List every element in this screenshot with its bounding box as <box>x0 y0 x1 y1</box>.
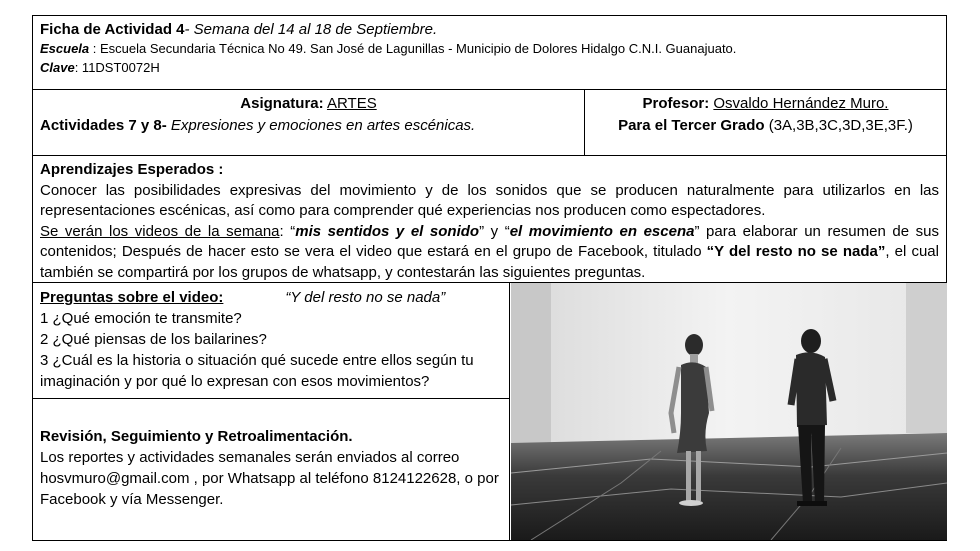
clave-line: Clave: 11DST0072H <box>40 60 160 75</box>
dancers-photo-image <box>511 283 947 540</box>
pregunta-item: 2 ¿Qué piensas de los bailarines? <box>40 331 267 348</box>
actividades-line: Actividades 7 y 8- Expresiones y emociones en artes escénicas. <box>40 117 476 134</box>
grado-line: Para el Tercer Grado (3A,3B,3C,3D,3E,3F.) <box>618 117 913 134</box>
profesor-line: Profesor: Osvaldo Hernández Muro. <box>642 95 889 112</box>
sheet-title: Ficha de Actividad 4- Semana del 14 al 18 de Septiembre. <box>40 21 438 38</box>
dancers-photo <box>511 283 947 540</box>
preguntas-heading-line: Preguntas sobre el video: “Y del resto no se nada” <box>40 289 446 306</box>
subject-section <box>33 90 946 156</box>
pregunta-item: 1 ¿Qué emoción te transmite? <box>40 310 242 327</box>
bottom-section <box>33 283 946 540</box>
preguntas-cell <box>33 283 510 399</box>
pregunta-item: 3 ¿Cuál es la historia o situación qué sucede entre ellos según tu imaginación y por qué lo expresan con esos movimientos? <box>40 352 474 390</box>
subject-cell <box>33 90 585 155</box>
asignatura-line: Asignatura: ARTES <box>240 95 377 112</box>
header-section <box>33 16 946 90</box>
aprendizajes-heading: Aprendizajes Esperados : <box>40 161 224 178</box>
aprendizajes-section <box>33 156 946 283</box>
revision-text: Los reportes y actividades semanales serán enviados al correo hosvmuro@gmail.com , por Whatsapp al teléfono 8124122628, o por Facebook y vía Messenger. <box>40 449 499 508</box>
revision-cell <box>33 399 510 540</box>
aprendizajes-text: Conocer las posibilidades expresivas del movimiento y de los sonidos que se producen naturalmente para utilizarlos en las representaciones escénicas, así como para comprender qué experiencias nos producen como espectadores. <box>40 181 939 219</box>
teacher-cell <box>585 90 946 155</box>
videos-paragraph: Se verán los videos de la semana: “mis sentidos y el sonido” y “el movimiento en escena” para elaborar un resumen de sus contenidos; Después de hacer esto se vera el video que estará en el grupo de Facebook, titulado “Y del resto no se nada”, el cual también se compartirá por los grupos de whatsapp, y contestarán las siguientes preguntas. <box>40 222 939 281</box>
revision-heading: Revisión, Seguimiento y Retroalimentación. <box>40 428 353 445</box>
school-line: Escuela : Escuela Secundaria Técnica No 49. San José de Lagunillas - Municipio de Dolores Hidalgo C.N.I. Guanajuato. <box>40 41 737 56</box>
activity-sheet <box>32 15 947 541</box>
